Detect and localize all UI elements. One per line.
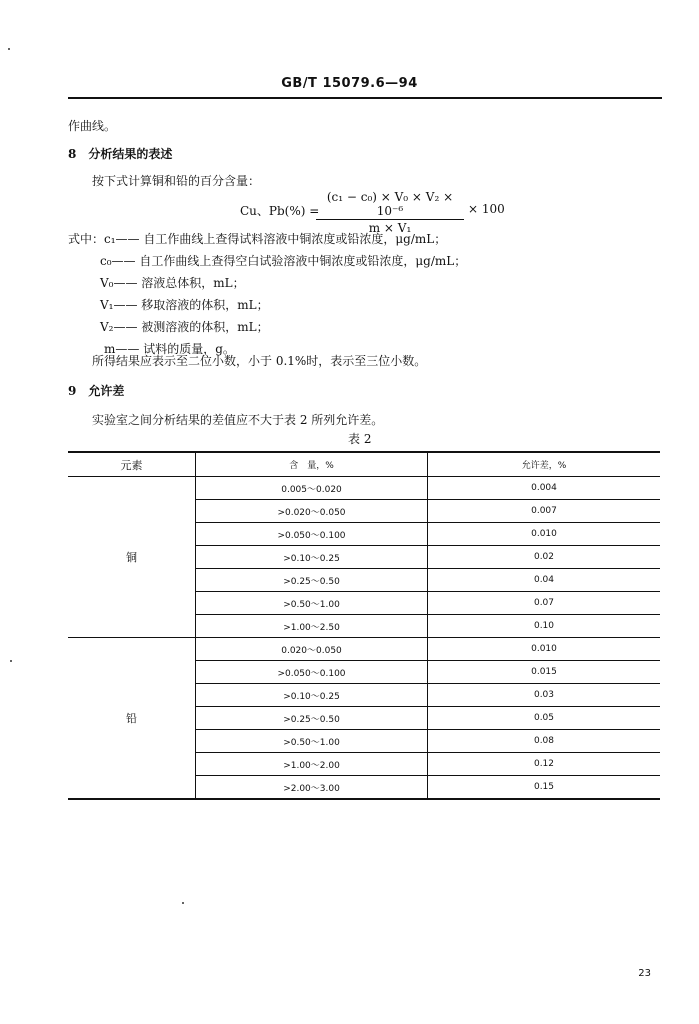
definition-c1: 式中：c₁—— 自工作曲线上查得试料溶液中铜浓度或铅浓度，μg/mL；: [68, 232, 447, 246]
element-lead: 铅: [68, 638, 196, 800]
definition-v2: V₂—— 被测溶液的体积，mL；: [100, 320, 269, 334]
formula-rhs: × 100: [468, 202, 505, 216]
formula-denominator: m × V₁: [368, 221, 412, 235]
tolerance-cell: 0.15: [428, 776, 661, 800]
percentage-formula: [240, 190, 510, 235]
scan-speck: [10, 660, 12, 662]
content-range-cell: >1.00～2.50: [196, 615, 428, 638]
definition-c0: c₀—— 自工作曲线上查得空白试验溶液中铜浓度或铅浓度，μg/mL；: [100, 254, 467, 268]
tolerance-cell: 0.02: [428, 546, 661, 569]
content-range-cell: >0.25～0.50: [196, 707, 428, 730]
definition-v1: V₁—— 移取溶液的体积，mL；: [100, 298, 269, 312]
section-8-intro: 按下式计算铜和铅的百分含量：: [92, 174, 261, 188]
standard-code-header: GB/T 15079.6—94: [281, 76, 418, 91]
content-range-cell: 0.005～0.020: [196, 477, 428, 500]
content-range-cell: >0.10～0.25: [196, 546, 428, 569]
tolerance-cell: 0.015: [428, 661, 661, 684]
scan-speck: [182, 902, 184, 904]
tolerance-table: [68, 451, 660, 800]
tolerance-cell: 0.05: [428, 707, 661, 730]
content-range-cell: >0.050～0.100: [196, 661, 428, 684]
content-range-cell: >0.020～0.050: [196, 500, 428, 523]
header-element: 元素: [68, 452, 196, 477]
tolerance-cell: 0.007: [428, 500, 661, 523]
content-range-cell: >1.00～2.00: [196, 753, 428, 776]
section-9-title: 9 允许差: [68, 384, 125, 398]
table-row: [68, 638, 660, 661]
content-range-cell: 0.020～0.050: [196, 638, 428, 661]
fraction-bar: [316, 219, 464, 220]
content-range-cell: >0.25～0.50: [196, 569, 428, 592]
section-9-text: 实验室之间分析结果的差值应不大于表 2 所列允许差。: [92, 413, 384, 427]
table-caption: 表 2: [348, 432, 372, 446]
definition-v0: V₀—— 溶液总体积，mL；: [100, 276, 245, 290]
definition-m: m—— 试料的质量，g。: [104, 342, 235, 356]
tolerance-cell: 0.03: [428, 684, 661, 707]
content-range-cell: >0.50～1.00: [196, 730, 428, 753]
tolerance-cell: 0.07: [428, 592, 661, 615]
tolerance-cell: 0.08: [428, 730, 661, 753]
header-content: 含 量，%: [196, 452, 428, 477]
formula-fraction: [316, 190, 464, 235]
tolerance-cell: 0.04: [428, 569, 661, 592]
content-range-cell: >0.10～0.25: [196, 684, 428, 707]
formula-lhs: Cu、Pb(%) =: [240, 204, 320, 218]
tolerance-cell: 0.12: [428, 753, 661, 776]
header-rule: [68, 97, 662, 99]
section-8-title: 8 分析结果的表述: [68, 147, 173, 161]
result-note: 所得结果应表示至二位小数，小于 0.1%时，表示至三位小数。: [92, 354, 427, 368]
tolerance-cell: 0.010: [428, 638, 661, 661]
continuation-text: 作曲线。: [68, 119, 117, 133]
page-number: 23: [638, 968, 651, 979]
tolerance-cell: 0.004: [428, 477, 661, 500]
tolerance-cell: 0.10: [428, 615, 661, 638]
scan-speck: [8, 48, 10, 50]
content-range-cell: >2.00～3.00: [196, 776, 428, 800]
table-row: [68, 477, 660, 500]
tolerance-cell: 0.010: [428, 523, 661, 546]
formula-numerator: (c₁ − c₀) × V₀ × V₂ × 10⁻⁶: [326, 190, 454, 218]
element-copper: 铜: [68, 477, 196, 638]
table-header-row: [68, 452, 660, 477]
content-range-cell: >0.050～0.100: [196, 523, 428, 546]
header-tolerance: 允许差，%: [428, 452, 661, 477]
content-range-cell: >0.50～1.00: [196, 592, 428, 615]
